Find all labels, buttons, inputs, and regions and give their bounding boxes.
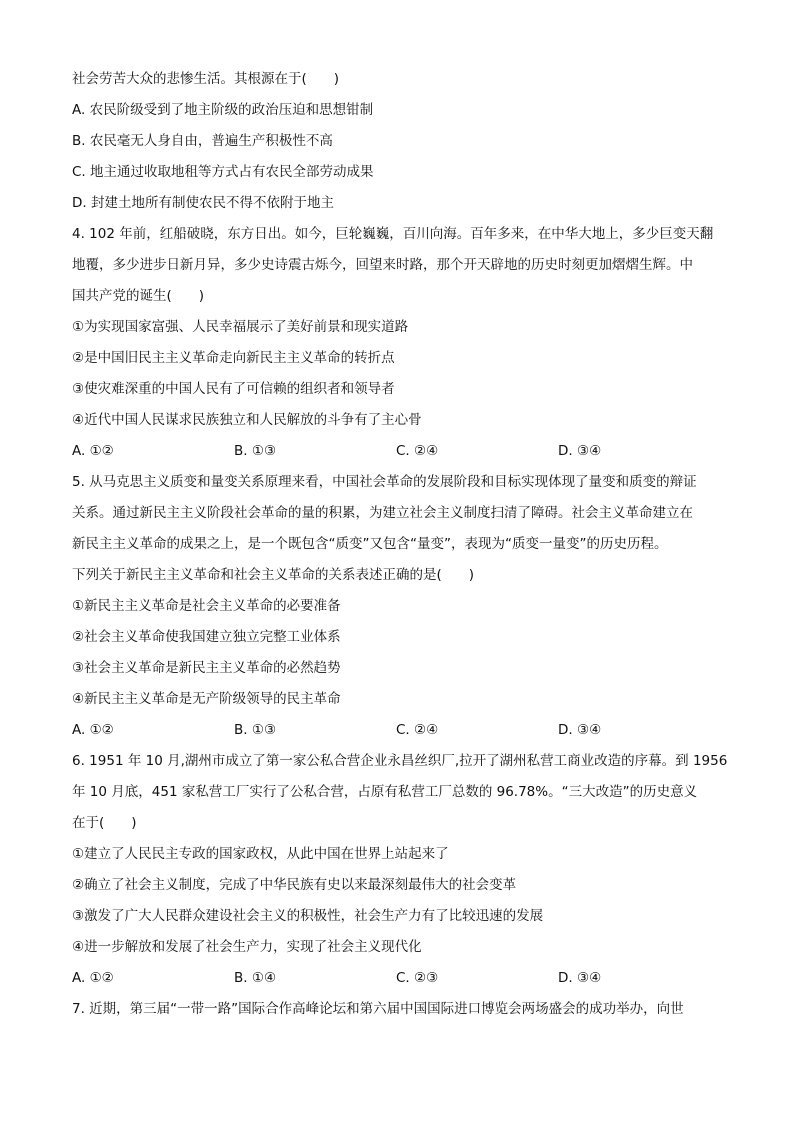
exam-page <box>72 64 732 1025</box>
statement-3: ③社会主义革命是新民主主义革命的必然趋势 <box>72 660 341 676</box>
choice-b: B. ①④ <box>234 970 277 986</box>
statement-3: ③使灾难深重的中国人民有了可信赖的组织者和领导者 <box>72 381 395 397</box>
question-stem: 在于( ) <box>72 815 137 831</box>
statement-1: ①新民主主义革命是社会主义革命的必要准备 <box>72 598 341 614</box>
question-stem: 6. 1951 年 10 月,湖州市成立了第一家公私合营企业永昌丝织厂,拉开了湖州私营工商业改造的序幕。到 1956 <box>72 753 728 769</box>
question-4 <box>72 219 732 467</box>
choice-d: D. ③④ <box>558 443 602 459</box>
choice-c: C. ②④ <box>396 443 439 459</box>
statement-4: ④新民主主义革命是无产阶级领导的民主革命 <box>72 691 341 707</box>
answer-choices <box>72 715 732 746</box>
question-stem: 地覆，多少进步日新月异，多少史诗震古烁今，回望来时路，那个开天辟地的历史时刻更加熠熠生辉。中 <box>72 257 693 273</box>
choice-a: A. ①② <box>72 722 114 738</box>
answer-choices <box>72 436 732 467</box>
statement-1: ①建立了人民民主专政的国家政权，从此中国在世界上站起来了 <box>72 846 449 862</box>
statement-4: ④近代中国人民谋求民族独立和人民解放的斗争有了主心骨 <box>72 412 422 428</box>
question-stem: 4. 102 年前，红船破晓，东方日出。如今，巨轮巍巍，百川向海。百年多来，在中华大地上，多少巨变天翻 <box>72 226 714 242</box>
option-d: D. 封建土地所有制使农民不得不依附于地主 <box>72 195 334 211</box>
option-a: A. 农民阶级受到了地主阶级的政治压迫和思想钳制 <box>72 102 374 118</box>
question-stem: 下列关于新民主主义革命和社会主义革命的关系表述正确的是( ) <box>72 567 475 583</box>
option-b: B. 农民毫无人身自由，普遍生产积极性不高 <box>72 133 333 149</box>
statement-4: ④进一步解放和发展了社会生产力，实现了社会主义现代化 <box>72 939 422 955</box>
question-stem: 5. 从马克思主义质变和量变关系原理来看，中国社会革命的发展阶段和目标实现体现了量变和质变的辩证 <box>72 474 697 490</box>
choice-b: B. ①③ <box>234 443 277 459</box>
choice-a: A. ①② <box>72 443 114 459</box>
choice-d: D. ③④ <box>558 970 602 986</box>
option-c: C. 地主通过收取地租等方式占有农民全部劳动成果 <box>72 164 374 180</box>
statement-2: ②社会主义革命使我国建立独立完整工业体系 <box>72 629 341 645</box>
question-stem: 社会劳苦大众的悲惨生活。其根源在于( ) <box>72 71 340 87</box>
statement-3: ③激发了广大人民群众建设社会主义的积极性，社会生产力有了比较迅速的发展 <box>72 908 544 924</box>
question-stem: 关系。通过新民主主义阶段社会革命的量的积累，为建立社会主义制度扫清了障碍。社会主义革命建立在 <box>72 505 693 521</box>
choice-c: C. ②④ <box>396 722 439 738</box>
answer-choices <box>72 963 732 994</box>
statement-2: ②确立了社会主义制度，完成了中华民族有史以来最深刻最伟大的社会变革 <box>72 877 517 893</box>
question-6 <box>72 746 732 994</box>
question-stem: 新民主主义革命的成果之上，是一个既包含“质变”又包含“量变”，表现为“质变一量变”的历史历程。 <box>72 536 668 552</box>
question-3 <box>72 64 732 219</box>
statement-1: ①为实现国家富强、人民幸福展示了美好前景和现实道路 <box>72 319 409 335</box>
choice-a: A. ①② <box>72 970 114 986</box>
question-7 <box>72 994 732 1025</box>
choice-d: D. ③④ <box>558 722 602 738</box>
question-stem: 年 10 月底，451 家私营工厂实行了公私合营，占原有私营工厂总数的 96.78%。“三大改造”的历史意义 <box>72 784 698 800</box>
question-stem: 7. 近期，第三届“一带一路”国际合作高峰论坛和第六届中国国际进口博览会两场盛会的成功举办，向世 <box>72 1001 684 1017</box>
choice-b: B. ①③ <box>234 722 277 738</box>
question-stem: 国共产党的诞生( ) <box>72 288 205 304</box>
statement-2: ②是中国旧民主主义革命走向新民主主义革命的转折点 <box>72 350 395 366</box>
question-5 <box>72 467 732 746</box>
choice-c: C. ②③ <box>396 970 439 986</box>
